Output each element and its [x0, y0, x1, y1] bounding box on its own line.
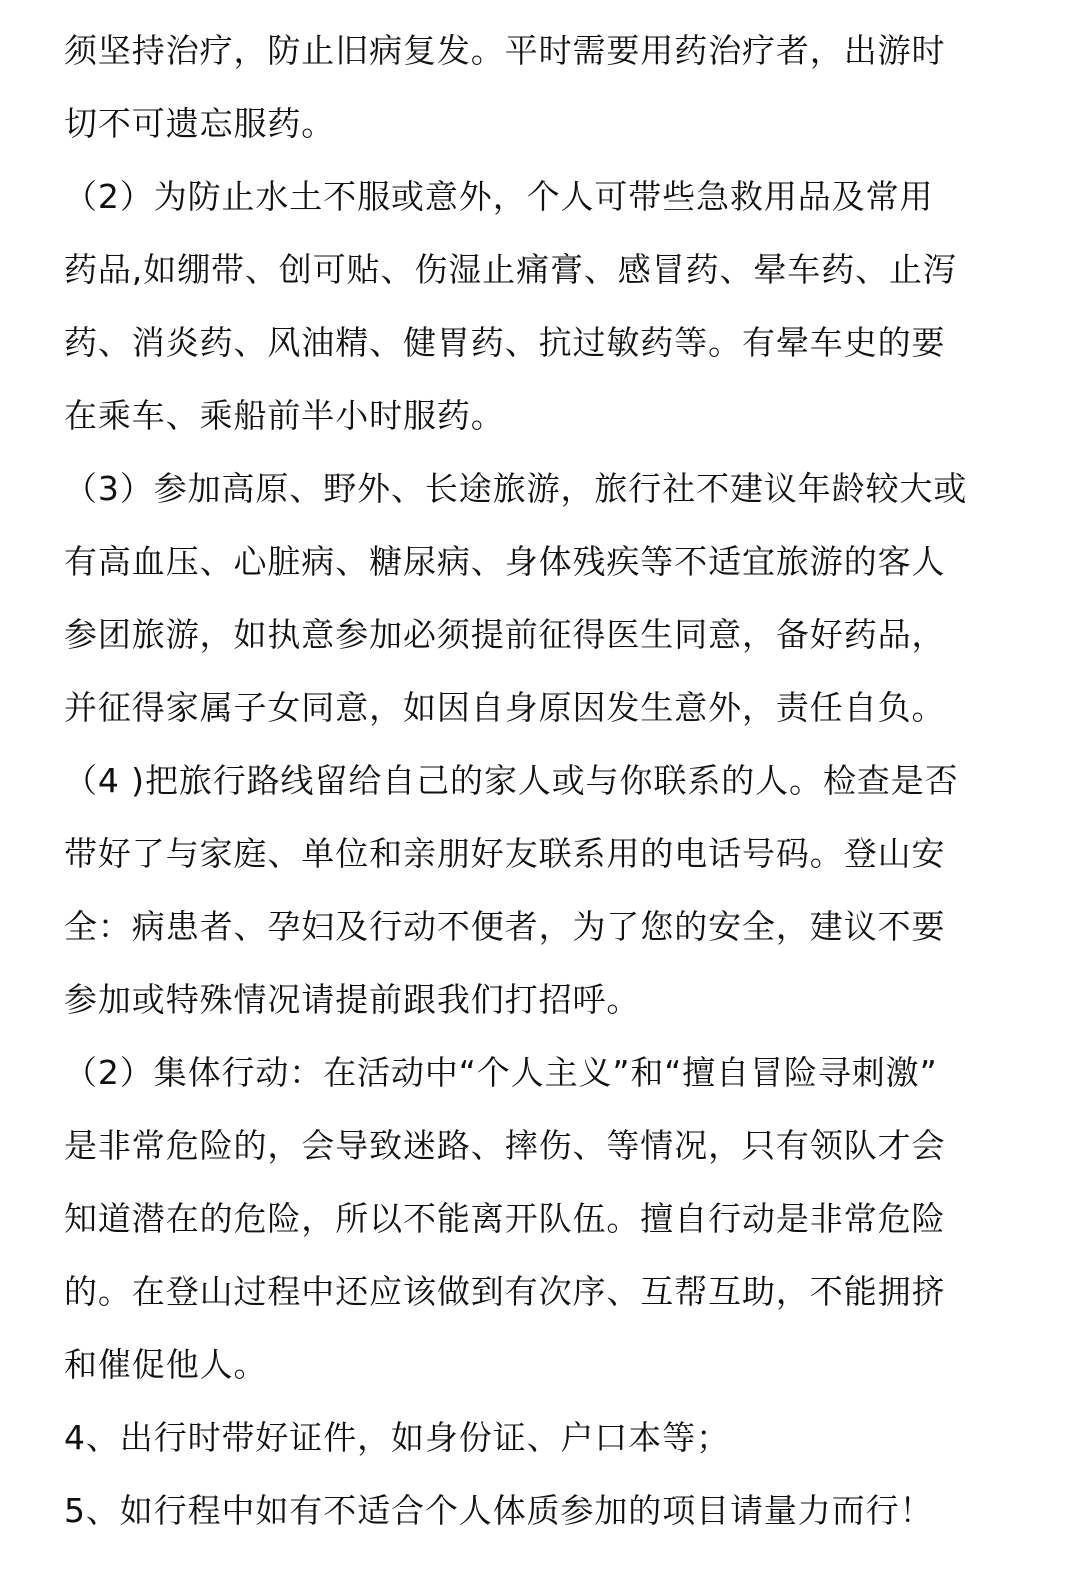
text-line: 须坚持治疗，防止旧病复发。平时需要用药治疗者，出游时 [64, 31, 946, 70]
text-line: 5、如行程中如有不适合个人体质参加的项目请量力而行！ [64, 1491, 934, 1530]
text-line: 带好了与家庭、单位和亲朋好友联系用的电话号码。登山安 [64, 834, 946, 873]
text-line: 和催促他人。 [64, 1345, 268, 1384]
text-line: 参团旅游，如执意参加必须提前征得医生同意，备好药品， [64, 615, 946, 654]
text-line: 知道潜在的危险，所以不能离开队伍。擅自行动是非常危险 [64, 1199, 946, 1238]
text-line: （4 )把旅行路线留给自己的家人或与你联系的人。检查是否 [64, 761, 959, 800]
text-line: 在乘车、乘船前半小时服药。 [64, 396, 505, 435]
text-line: （2）为防止水土不服或意外，个人可带些急救用品及常用 [64, 177, 934, 216]
text-line: 切不可遗忘服药。 [64, 104, 336, 143]
text-line: 并征得家属子女同意，如因自身原因发生意外，责任自负。 [64, 688, 946, 727]
text-line: 4、出行时带好证件，如身份证、户口本等； [64, 1418, 730, 1457]
text-line: 药品,如绷带、创可贴、伤湿止痛膏、感冒药、晕车药、止泻 [64, 250, 957, 289]
text-line: 有高血压、心脏病、糖尿病、身体残疾等不适宜旅游的客人 [64, 542, 946, 581]
text-line: （2）集体行动：在活动中“个人主义”和“擅自冒险寻刺激” [64, 1053, 938, 1092]
text-line: 是非常危险的，会导致迷路、摔伤、等情况，只有领队才会 [64, 1126, 946, 1165]
text-line: （3）参加高原、野外、长途旅游，旅行社不建议年龄较大或 [64, 469, 968, 508]
text-line: 参加或特殊情况请提前跟我们打招呼。 [64, 980, 641, 1019]
text-line: 药、消炎药、风油精、健胃药、抗过敏药等。有晕车史的要 [64, 323, 946, 362]
text-line: 的。在登山过程中还应该做到有次序、互帮互助，不能拥挤 [64, 1272, 946, 1311]
text-line: 全：病患者、孕妇及行动不便者，为了您的安全，建议不要 [64, 907, 946, 946]
